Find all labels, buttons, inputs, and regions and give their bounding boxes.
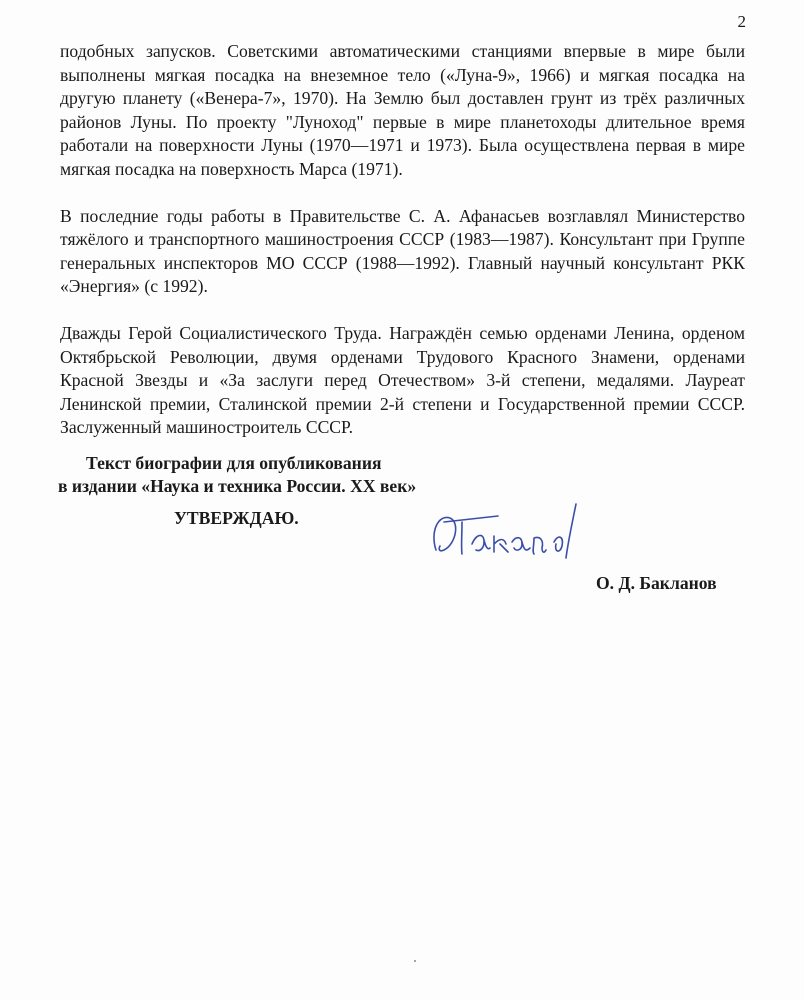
approve-label: УТВЕРЖДАЮ. bbox=[174, 508, 299, 528]
signature-strokes bbox=[434, 504, 576, 558]
approval-note-line-2: в издании «Наука и техника России. XX век» bbox=[58, 476, 417, 496]
approval-note-line-1: Текст биографии для опубликования bbox=[86, 453, 382, 473]
scan-speck bbox=[414, 960, 416, 962]
approval-note bbox=[58, 452, 458, 498]
biography-body bbox=[60, 40, 745, 440]
paragraph-career: В последние годы работы в Правительстве С. А. Афанасьев возглавлял Министерство тяжёлого и транспортного машиностроения СССР (1983—1987). Консультант при Группе генеральных инспекторов МО СССР (1988—1992). Главный научный консультант РКК «Энергия» (с 1992). bbox=[60, 205, 745, 296]
paragraph-awards: Дважды Герой Социалистического Труда. Награждён семью орденами Ленина, орденом Октябрьской Революции, двумя орденами Трудового Красного Знамени, орденами Красной Звезды и «За заслуги перед Отечеством» 3-й степени, медалями. Лауреат Ленинской премии, Сталинской премии 2-й степени и Государственной премии СССР. Заслуженный машиностроитель СССР. bbox=[60, 323, 745, 437]
signer-name: О. Д. Бакланов bbox=[596, 573, 717, 593]
handwritten-signature bbox=[428, 492, 598, 572]
page-number: 2 bbox=[737, 12, 746, 31]
paragraph-space-achievements: подобных запусков. Советскими автоматическими станциями впервые в мире были выполнены мягкая посадка на внеземное тело («Луна-9», 1966) и мягкая посадка на другую планету («Венера-7», 1970). На Землю был доставлен грунт из трёх различных районов Луны. По проекту "Луноход" первые в мире планетоходы длительное время работали на поверхности Луны (1970—1971 и 1973). Была осуществлена первая в мире мягкая посадка на поверхность Марса (1971). bbox=[60, 41, 745, 179]
